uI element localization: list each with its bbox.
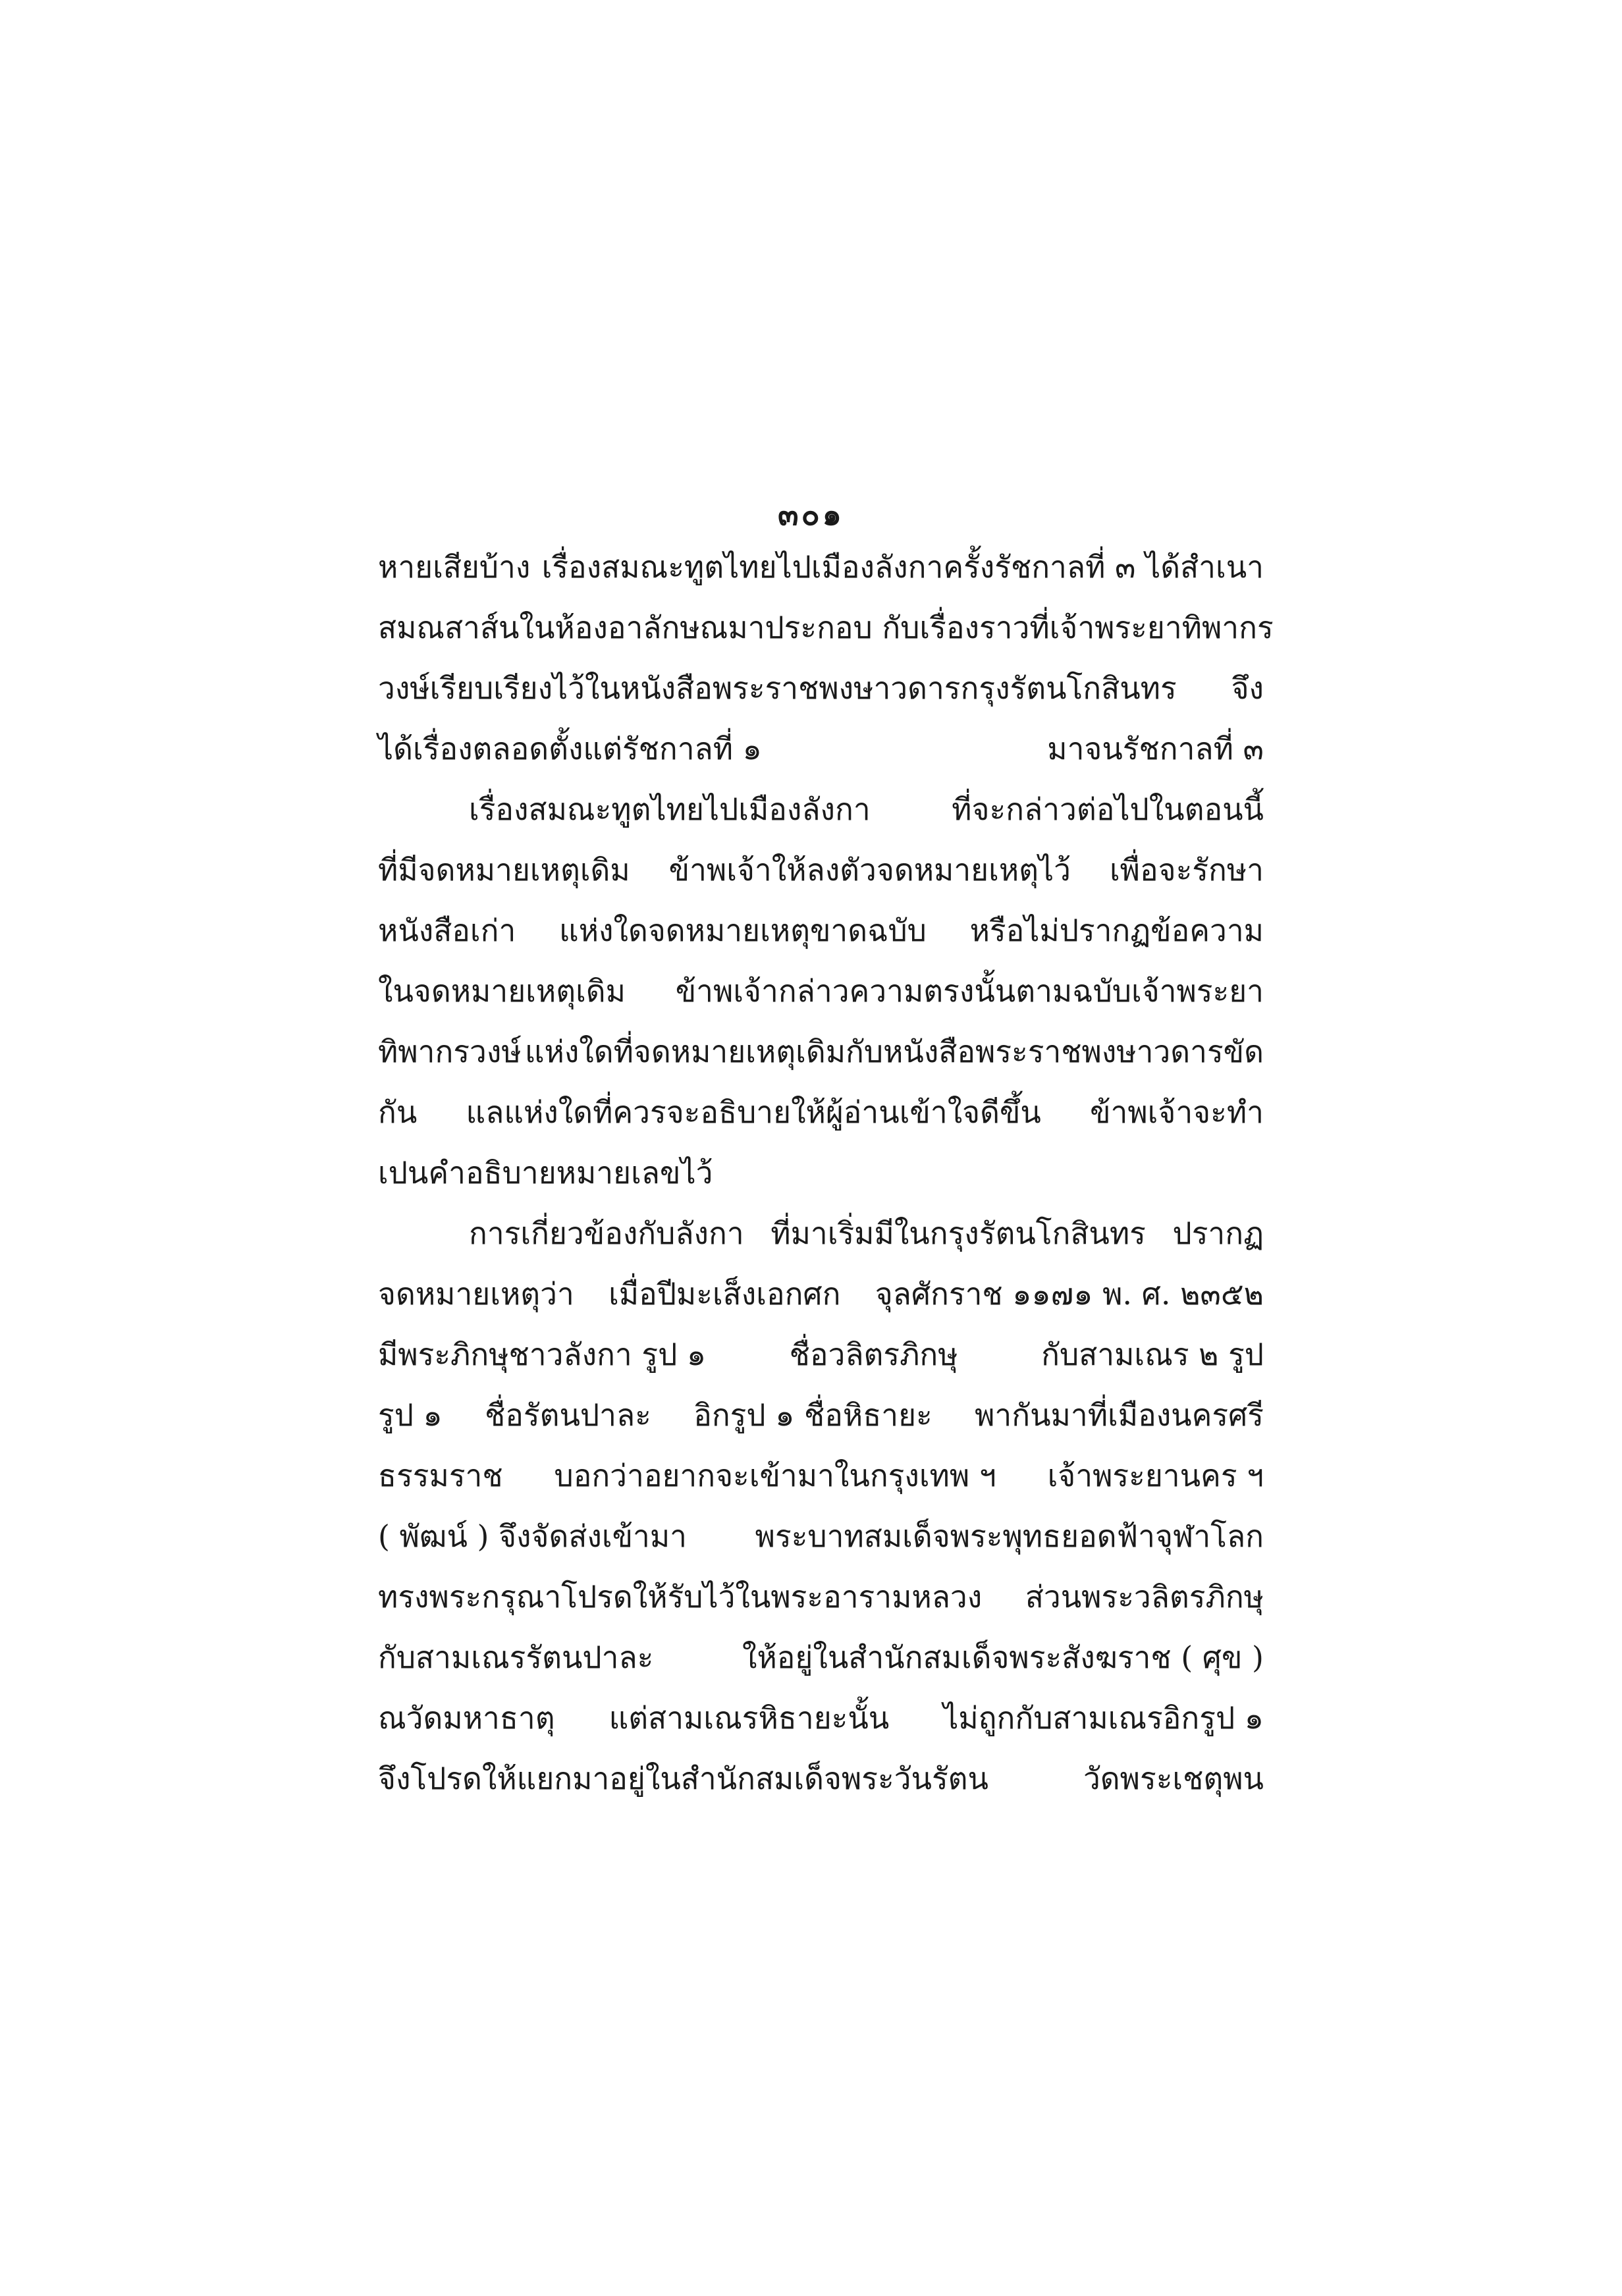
text-line	[378, 1203, 1264, 1264]
text-segment: รูป ๑	[378, 1397, 443, 1433]
text-line	[378, 1142, 1264, 1203]
text-line	[378, 718, 1264, 779]
text-line	[378, 840, 1264, 900]
text-segment: เมื่อปีมะเส็งเอกศก	[608, 1276, 841, 1312]
text-segment: ไม่ถูกกับสามเณรอิกรูป ๑	[943, 1700, 1264, 1736]
text-line	[378, 1627, 1264, 1688]
text-segment: ข้าพเจ้าให้ลงตัวจดหมายเหตุไว้	[668, 852, 1071, 888]
text-line	[378, 1445, 1264, 1506]
text-segment: กับสามเณรรัตนปาละ	[378, 1640, 654, 1675]
text-segment: ข้าพเจ้าจะทำ	[1090, 1094, 1264, 1130]
text-segment: ทิพากรวงษ์	[378, 1034, 522, 1069]
text-segment: ( พัฒน์ ) จึงจัดส่งเข้ามา	[378, 1518, 688, 1554]
text-segment: เพื่อจะรักษา	[1109, 852, 1264, 888]
text-segment: ส่วนพระวลิตรภิกษุ	[1025, 1579, 1264, 1615]
text-segment: วัดพระเชตุพน	[1083, 1761, 1264, 1796]
text-segment: วงษ์เรียบเรียงไว้ในหนังสือพระราชพงษาวดารกรุงรัตนโกสินทร	[378, 670, 1177, 706]
text-segment: ณวัดมหาธาตุ	[378, 1700, 555, 1736]
text-segment: ได้เรื่องตลอดตั้งแต่รัชกาลที่ ๑	[378, 731, 762, 766]
text-segment: ให้อยู่ในสำนักสมเด็จพระสังฆราช ( ศุข )	[742, 1640, 1264, 1675]
text-line	[378, 1748, 1264, 1809]
text-segment: จดหมายเหตุว่า	[378, 1276, 574, 1312]
page-number: ๓๐๑	[778, 496, 844, 532]
text-segment: พากันมาที่เมืองนครศรี	[975, 1397, 1264, 1433]
text-segment: เรื่องสมณะทูตไทยไปเมืองลังกาครั้งรัชกาลที่ ๓ ได้สำเนา	[541, 549, 1264, 585]
text-line	[378, 1082, 1264, 1142]
text-segment: พระบาทสมเด็จพระพุทธยอดฟ้าจุฬาโลก	[755, 1518, 1264, 1554]
text-segment: ปรากฏ	[1172, 1215, 1264, 1251]
text-segment: แห่งใดที่จดหมายเหตุเดิมกับหนังสือพระราชพงษาวดารขัด	[524, 1034, 1264, 1069]
text-segment: บอกว่าอยากจะเข้ามาในกรุงเทพ ฯ	[554, 1458, 996, 1493]
text-segment: ชื่อรัตนปาละ	[485, 1397, 651, 1433]
text-segment: ในจดหมายเหตุเดิม	[378, 973, 626, 1009]
text-line	[378, 537, 1264, 597]
text-segment: มาจนรัชกาลที่ ๓	[1047, 731, 1264, 766]
text-segment: กัน	[378, 1094, 418, 1130]
text-line	[378, 900, 1264, 961]
text-line	[378, 1021, 1264, 1082]
text-segment: เรื่องสมณะทูตไทยไปเมืองลังกา	[469, 791, 871, 827]
text-segment: หนังสือเก่า	[378, 913, 516, 948]
text-segment: ที่มาเริ่มมีในกรุงรัตนโกสินทร	[770, 1215, 1146, 1251]
text-segment: ข้าพเจ้ากล่าวความตรงนั้นตามฉบับเจ้าพระยา	[675, 973, 1264, 1009]
text-segment: อิกรูป ๑ ชื่อหิธายะ	[693, 1397, 933, 1433]
text-line	[378, 658, 1264, 718]
text-segment: สมณสาส์นในห้องอาลักษณมาประกอบ กับเรื่องราวที่เจ้าพระยาทิพากร	[378, 610, 1274, 645]
text-line	[378, 779, 1264, 840]
text-segment: แลแห่งใดที่ควรจะอธิบายให้ผู้อ่านเข้าใจดีขึ้น	[466, 1094, 1041, 1130]
text-segment: แห่งใดจดหมายเหตุขาดฉบับ	[559, 913, 927, 948]
text-segment: ที่มีจดหมายเหตุเดิม	[378, 852, 630, 888]
text-line	[378, 597, 1274, 658]
text-segment: จึง	[1231, 670, 1264, 706]
text-line	[378, 1506, 1264, 1566]
text-segment: หรือไม่ปรากฏข้อความ	[969, 913, 1264, 948]
text-segment: ที่จะกล่าวต่อไปในตอนนี้	[952, 791, 1264, 827]
text-segment: ทรงพระกรุณาโปรดให้รับไว้ในพระอารามหลวง	[378, 1579, 983, 1615]
text-line	[378, 1385, 1264, 1445]
text-line	[378, 1688, 1264, 1748]
text-line	[378, 1264, 1264, 1324]
text-segment: การเกี่ยวข้องกับลังกา	[469, 1215, 744, 1251]
text-line	[378, 961, 1264, 1021]
text-segment: เปนคำอธิบายหมายเลขไว้	[378, 1155, 713, 1190]
text-segment: จึงโปรดให้แยกมาอยู่ในสำนักสมเด็จพระวันรัตน	[378, 1761, 988, 1796]
text-segment: ธรรมราช	[378, 1458, 503, 1493]
text-segment: หายเสียบ้าง	[378, 549, 531, 585]
text-line	[378, 1566, 1264, 1627]
body-text	[378, 537, 1274, 1809]
text-segment: จุลศักราช ๑๑๗๑ พ. ศ. ๒๓๕๒	[875, 1276, 1264, 1312]
text-segment: เจ้าพระยานคร ฯ	[1047, 1458, 1264, 1493]
text-segment: มีพระภิกษุชาวลังกา รูป ๑	[378, 1337, 707, 1372]
text-segment: ชื่อวลิตรภิกษุ	[789, 1337, 958, 1372]
text-line	[378, 1324, 1264, 1385]
text-segment: กับสามเณร ๒ รูป	[1041, 1337, 1264, 1372]
text-segment: แต่สามเณรหิธายะนั้น	[608, 1700, 890, 1736]
